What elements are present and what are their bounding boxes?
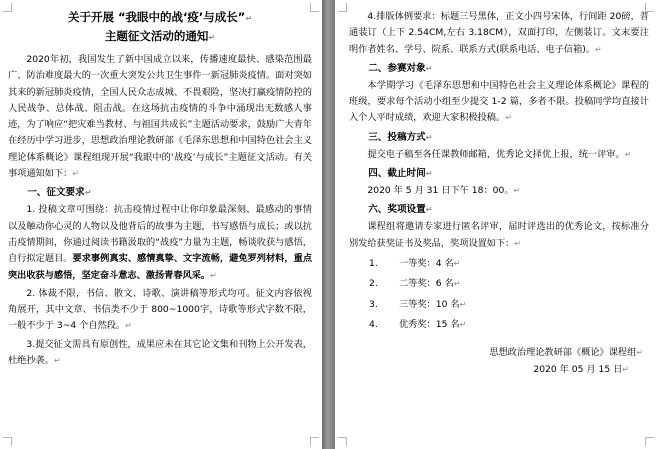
requirement-item-3[interactable]: 3.提交征文需具有原创性，成果应未在其它论文集和刊物上公开发表，杜绝抄袭。↵	[8, 338, 312, 367]
section4-heading[interactable]: 四、截止时间↵	[368, 168, 433, 180]
signature-date[interactable]: 2020 年 05 月 15 日↵	[533, 363, 629, 375]
paragraph-mark-icon: ↵	[72, 169, 80, 179]
paragraph-mark-icon: ↵	[425, 63, 433, 73]
paragraph-mark-icon: ↵	[636, 348, 643, 358]
paragraph-mark-icon: ↵	[624, 149, 632, 159]
page-corner-marker	[310, 3, 319, 12]
paragraph-mark-icon: ↵	[425, 169, 433, 179]
page-gap	[322, 0, 335, 449]
section6-heading[interactable]: 六、奖项设置↵	[368, 204, 433, 216]
paragraph-mark-icon: ↵	[505, 113, 512, 123]
paragraph-mark-icon: ↵	[84, 188, 92, 198]
requirement-item-1[interactable]: 1. 投稿文章可围绕：抗击疫情过程中让你印象最深刻、最感动的事情以及触动你心灵的人物以及他背后的故事为主题，书写感悟与成长；或以抗击疫情期间，你通过阅读书籍汲取的“战疫”力量为主题，畅谈收获与感悟，自行拟定题目。要求事例真实、感情真挚、文字流畅，避免罗列材料，重点突出收获与感悟，坚定奋斗意志、激扬青春风采。↵	[8, 204, 313, 281]
paragraph-mark-icon: ↵	[210, 270, 217, 280]
paragraph-mark-icon: ↵	[514, 238, 522, 248]
paragraph-mark-icon: ↵	[208, 33, 216, 42]
section2-heading[interactable]: 二、参赛对象↵	[368, 62, 433, 74]
paragraph-mark-icon: ↵	[453, 279, 461, 289]
paragraph-mark-icon: ↵	[453, 258, 461, 268]
section2-paragraph[interactable]: 本学期学习《毛泽东思想和中国特色社会主义理论体系概论》课程的班级，要求每个活动小组至少提交 1-2 篇，多者不限。投稿同学均直接计入个人平时成绩，欢迎大家积极投稿。↵	[349, 79, 649, 124]
section1-heading[interactable]: 一、征文要求↵	[27, 187, 92, 199]
signature-organization[interactable]: 思想政治理论教研部《概论》课程组↵	[489, 347, 643, 359]
document-page-right	[335, 0, 657, 449]
intro-paragraph[interactable]: 2020年初，我国发生了新中国成立以来，传播速度最快、感染范围最广、防治难度最大的一次重大突发公共卫生事件一新冠肺炎疫情。面对突如其来的新冠肺炎疫情，全国人民众志成城、不畏艰险，坚决打赢疫情防控的人民战争、总体战、阻击战。在这场抗击疫情的斗争中涌现出无数感人事迹，为了响应“把灾难当教材、与祖国共成长”主题活动要求，鼓励广大青年在经历中学习进步，思想政治理论教研部《毛泽东思想和中国特色社会主义理论体系概论》课程组现开展“我眼中的‘战疫’与成长”主题征文活动。有关事项通知如下：↵	[8, 54, 312, 180]
requirement-item-2[interactable]: 2. 体裁不限，书信、散文、诗歌、演讲稿等形式均可。征文内容依视角展开，其中文章、书信类不少于 800~1000字，诗歌等形式字数不限，一般不少于 3~4 个自然段。↵	[8, 287, 312, 332]
award-item[interactable]: 3. 三等奖：10 名↵	[369, 298, 467, 310]
paragraph-mark-icon: ↵	[513, 186, 521, 196]
section3-heading[interactable]: 三、投稿方式↵	[368, 131, 433, 143]
requirement-item-1-emphasis: 要求事例真实、感情真挚、文字流畅，避免罗列材料，重点突出收获与感悟，坚定奋斗意志、激扬青春风采。	[8, 253, 313, 281]
paragraph-mark-icon: ↵	[459, 319, 467, 329]
page-corner-marker	[3, 437, 12, 446]
paragraph-mark-icon: ↵	[53, 356, 61, 366]
page-corner-marker	[645, 3, 654, 12]
award-item[interactable]: 1. 一等奖：4 名↵	[369, 257, 461, 269]
document-page-left	[0, 0, 322, 449]
award-item[interactable]: 4. 优秀奖：15 名↵	[369, 318, 467, 330]
paragraph-mark-icon: ↵	[459, 299, 467, 309]
section4-paragraph[interactable]: 2020 年 5 月 31 日下午 18：00。↵	[367, 185, 521, 197]
page-corner-marker	[310, 437, 319, 446]
paragraph-mark-icon: ↵	[595, 44, 602, 54]
section3-paragraph[interactable]: 提交电子稿至各任课教师邮箱，优秀论文择优上报，统一评审。↵	[367, 148, 632, 160]
paragraph-mark-icon: ↵	[425, 132, 433, 142]
document-title-line1[interactable]: 关于开展 “我眼中的战‘疫’与成长”↵	[67, 10, 253, 24]
section6-paragraph[interactable]: 课程组将邀请专家进行匿名评审，届时评选出的优秀论文，按标准分别发给获奖证书及奖品，奖项设置如下：↵	[349, 221, 649, 249]
document-title-line2[interactable]: 主题征文活动的通知↵	[104, 29, 216, 43]
paragraph-mark-icon: ↵	[245, 14, 253, 23]
paragraph-mark-icon: ↵	[125, 321, 132, 331]
paragraph-mark-icon: ↵	[622, 364, 629, 374]
award-item[interactable]: 2. 二等奖：6 名↵	[369, 278, 461, 290]
paragraph-mark-icon: ↵	[425, 205, 433, 215]
page-corner-marker	[338, 3, 347, 12]
requirement-item-4[interactable]: 4.排版体例要求：标题三号黑体，正文小四号宋体，行间距 20磅，普通装订（上下 2.54CM,左右 3.18CM），双面打印，左侧装订。文末要注明作者姓名、学号、院系、联系方式(联系电话、电子信箱)。↵	[349, 11, 649, 55]
page-corner-marker	[3, 3, 12, 12]
page-corner-marker	[645, 437, 654, 446]
page-corner-marker	[338, 437, 347, 446]
